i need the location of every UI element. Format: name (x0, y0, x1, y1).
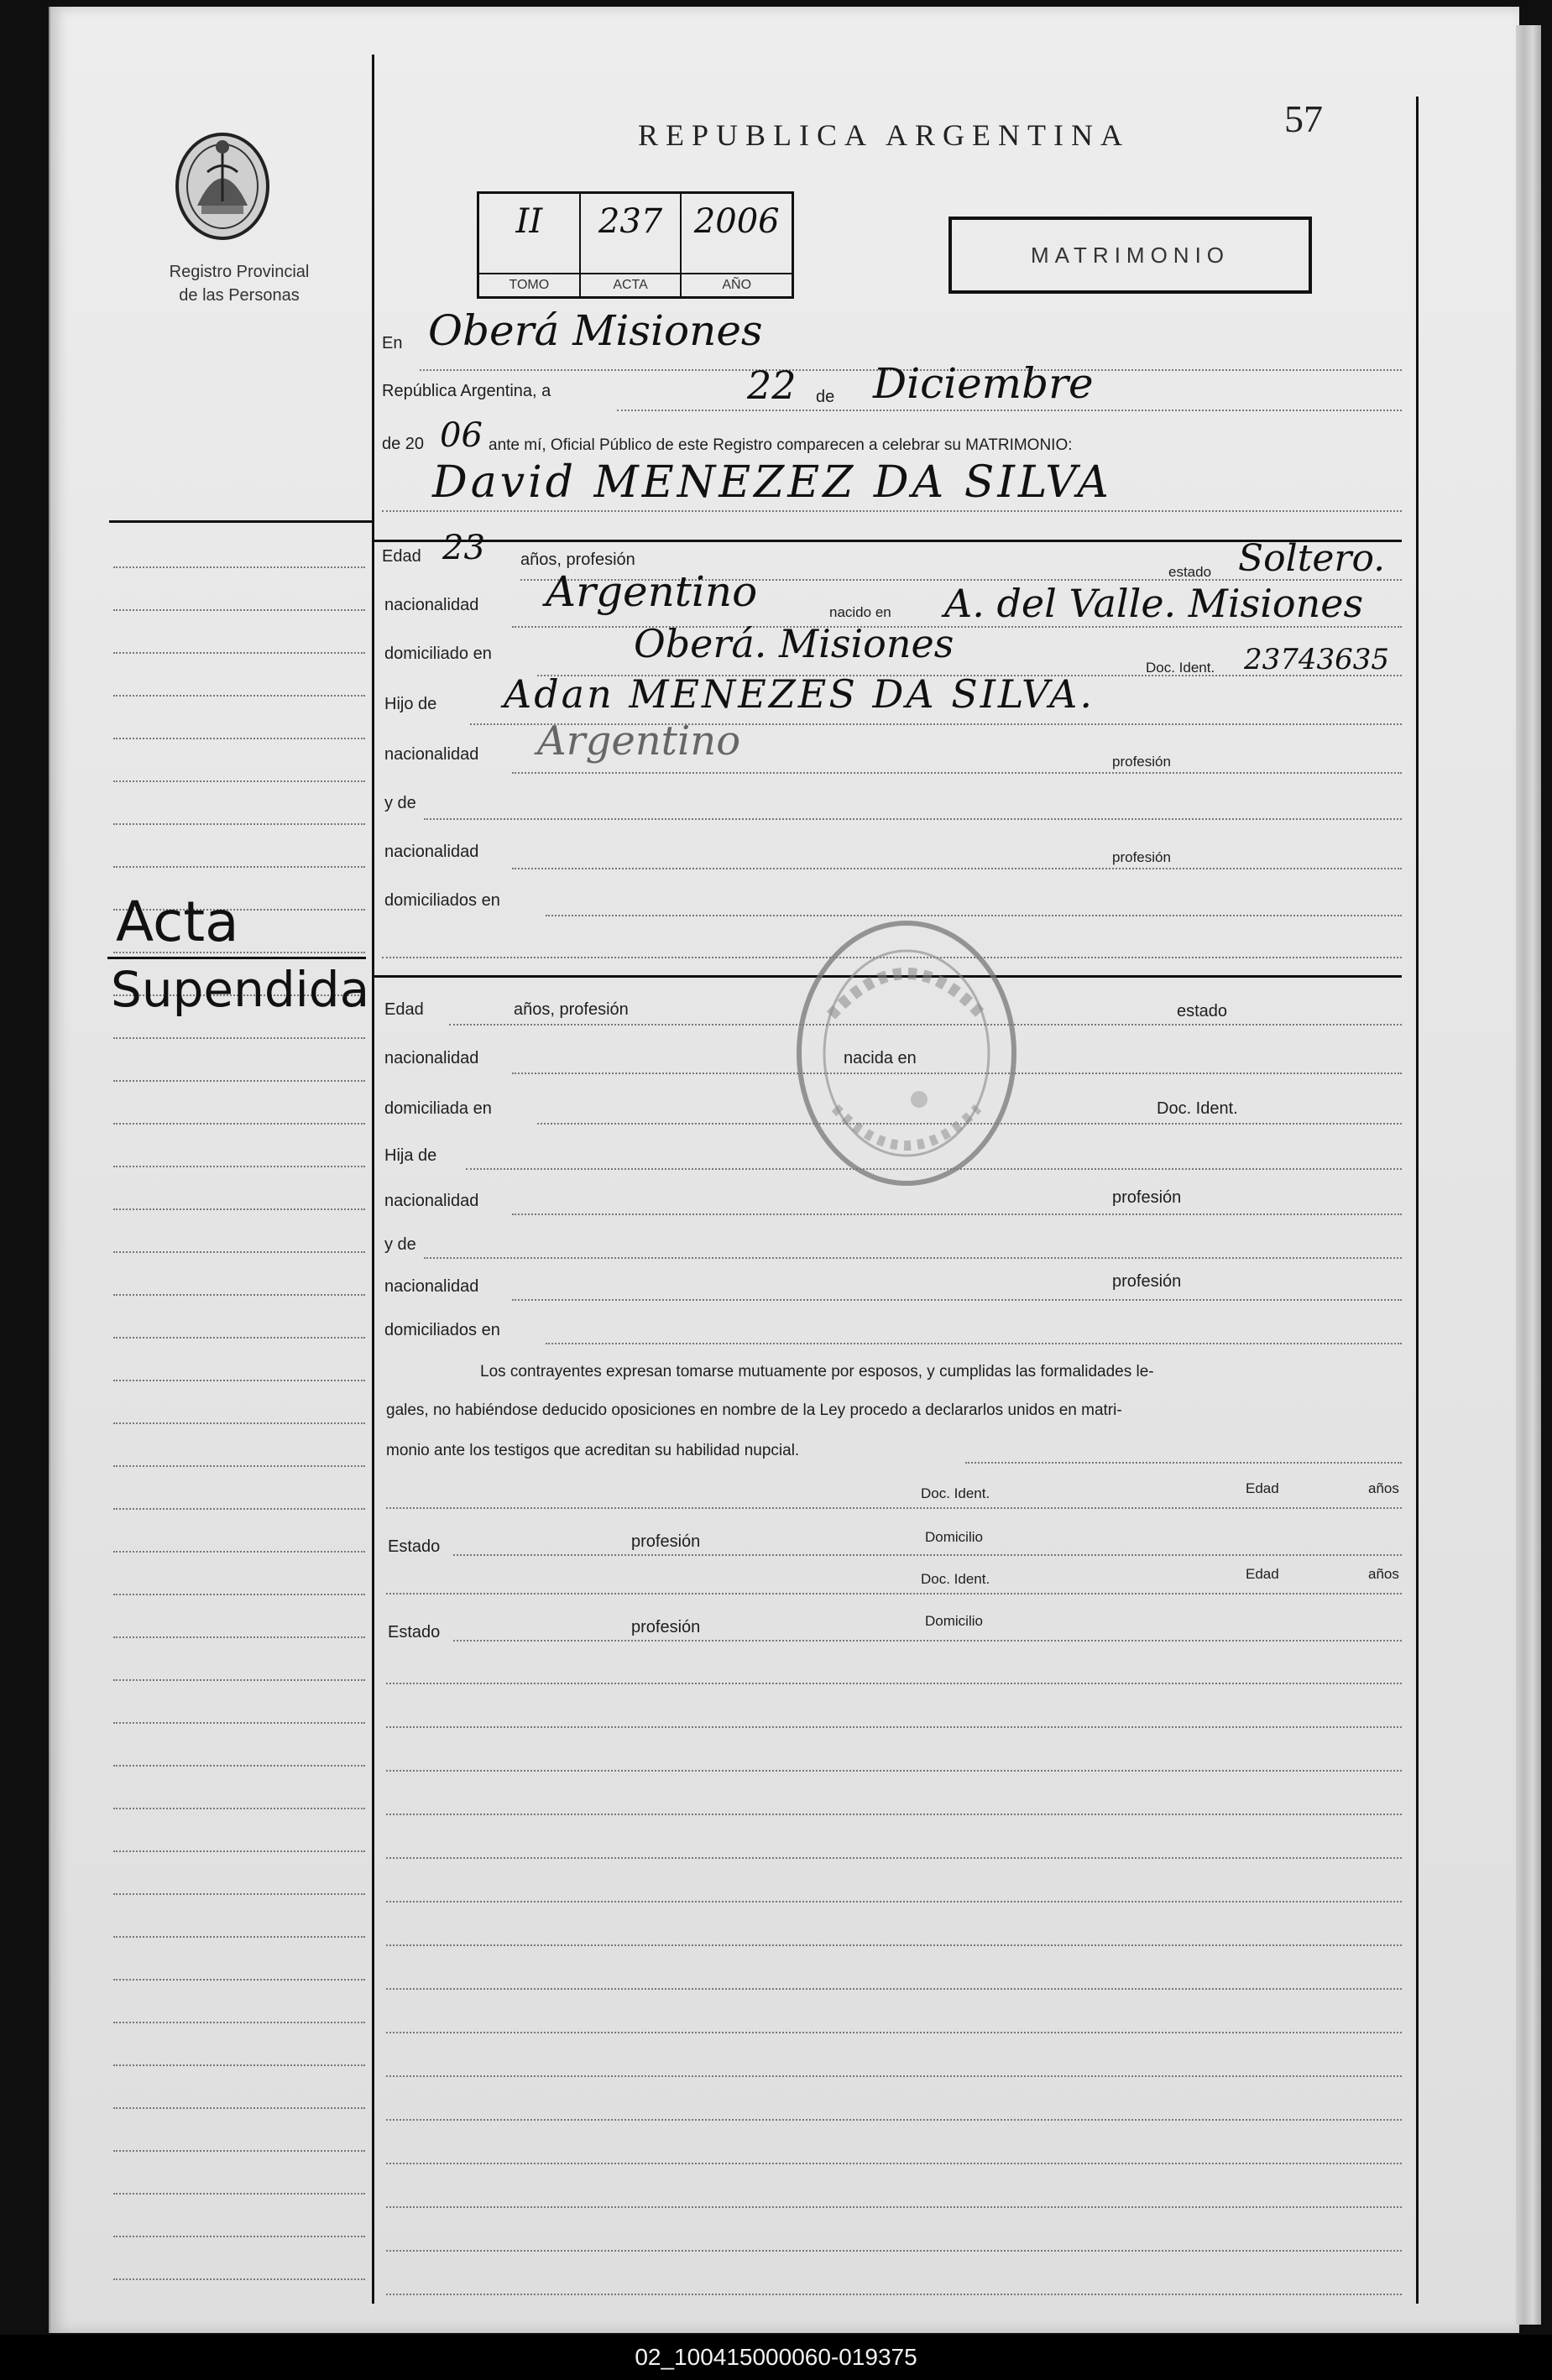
margin-ruled-line (113, 1765, 365, 1767)
margin-ruled-line (113, 2150, 365, 2152)
margin-ruled-line (113, 2278, 365, 2280)
body-ruled-line (386, 1901, 1402, 1902)
page-number: 57 (1284, 97, 1323, 140)
margin-ruled-line (113, 2064, 365, 2066)
anios-profesion-label: años, profesión (520, 551, 635, 569)
nacionalidad3-line (512, 868, 1402, 869)
estado2-label: estado (1177, 1002, 1228, 1020)
y-de-label: y de (384, 794, 416, 812)
margin-ruled-line (113, 1679, 365, 1681)
y-de-line (424, 818, 1402, 820)
nacionalidad-f-line (512, 1073, 1402, 1074)
nacionalidad-f2-line (512, 1213, 1402, 1215)
year-prefix: de 20 (382, 435, 425, 453)
testigo2-line-b (453, 1640, 1402, 1641)
date-line (617, 410, 1402, 411)
place-handwritten: Oberá Misiones (428, 306, 763, 355)
name-line (382, 510, 1402, 512)
tomo-acta-box (477, 191, 794, 299)
document-page (49, 7, 1519, 2333)
y-de2-label: y de (384, 1235, 416, 1254)
body-ruled-line (386, 2294, 1402, 2295)
margin-ruled-line (113, 780, 365, 782)
margin-ruled-line (113, 1166, 365, 1167)
edad2-line (449, 1024, 1402, 1026)
margin-divider (372, 55, 374, 2304)
profesion-label: profesión (1112, 754, 1171, 770)
tomo-label: TOMO (479, 273, 579, 296)
margin-ruled-line (113, 1422, 365, 1424)
closing-line-fill (965, 1462, 1402, 1464)
nacionalidad2-label: nacionalidad (384, 745, 479, 764)
testigo1-domicilio-label: Domicilio (925, 1529, 983, 1545)
republica-label: República Argentina, a (382, 382, 551, 400)
margin-ruled-line (113, 738, 365, 739)
contrayente-name: David MENEZEZ DA SILVA (432, 457, 1112, 508)
margin-ruled-line (113, 1722, 365, 1724)
body-ruled-line (386, 2119, 1402, 2121)
acta-label: ACTA (581, 273, 681, 296)
margin-ruled-line (113, 1508, 365, 1510)
profesion-f2-label: profesión (1112, 1272, 1182, 1291)
profesion-f-label: profesión (1112, 1188, 1182, 1207)
margin-ruled-line (113, 823, 365, 825)
month-handwritten: Diciembre (873, 359, 1094, 408)
profesion2-label: profesión (1112, 849, 1171, 865)
body-ruled-line (386, 1857, 1402, 1859)
body-ruled-line (386, 1683, 1402, 1684)
edad2-label: Edad (384, 1000, 424, 1019)
estado-handwritten: Soltero. (1238, 537, 1386, 580)
body-ruled-line (386, 1988, 1402, 1990)
margin-ruled-line (113, 695, 365, 697)
nacionalidad-f2-label: nacionalidad (384, 1192, 479, 1210)
domiciliados2-line (546, 1343, 1402, 1344)
margin-ruled-line (113, 1208, 365, 1210)
testigo1-line-a (386, 1507, 1402, 1509)
margin-ruled-line (113, 1465, 365, 1467)
testigo2-domicilio-label: Domicilio (925, 1613, 983, 1629)
margin-ruled-line (113, 2022, 365, 2023)
document-title: REPUBLICA ARGENTINA (638, 118, 1131, 152)
body-ruled-line (386, 2250, 1402, 2252)
acta-cell (581, 194, 682, 296)
record-type-box: MATRIMONIO (948, 217, 1312, 294)
body-ruled-line (386, 2032, 1402, 2033)
anio-value: 2006 (693, 202, 780, 241)
image-id-caption: 02_100415000060-019375 (0, 2335, 1552, 2380)
margin-ruled-line (113, 1850, 365, 1852)
margin-ruled-line (113, 2193, 365, 2195)
body-ruled-line (386, 1770, 1402, 1772)
doc-handwritten: 23743635 (1244, 643, 1390, 676)
domicilio-handwritten: Oberá. Misiones (634, 621, 954, 666)
y-de2-line (424, 1257, 1402, 1259)
hija-line (466, 1168, 1402, 1170)
day-handwritten: 22 (747, 363, 797, 408)
book-page-edges (1516, 25, 1541, 2325)
margin-ruled-line (113, 1808, 365, 1809)
anio-cell (682, 194, 792, 296)
margin-ruled-line (113, 1123, 365, 1125)
hijo-label: Hijo de (384, 695, 437, 713)
nacido-en-handwritten: A. del Valle. Misiones (944, 581, 1364, 626)
margin-ruled-line (113, 1380, 365, 1381)
testigo1-doc-label: Doc. Ident. (921, 1485, 990, 1501)
doc-label: Doc. Ident. (1146, 660, 1215, 676)
closing-line-2: gales, no habiéndose deducido oposiciones en nombre de la Ley procedo a declararlos unidos en matri- (386, 1401, 1122, 1419)
year-handwritten: 06 (440, 416, 483, 455)
margin-ruled-line (113, 609, 365, 611)
section-rule-1 (109, 520, 374, 523)
testigo1-estado-label: Estado (388, 1537, 441, 1556)
testigo1-profesion-label: profesión (631, 1532, 701, 1551)
margin-ruled-line (113, 1979, 365, 1981)
nacionalidad-f-label: nacionalidad (384, 1049, 479, 1067)
testigo1-edad-label: Edad (1246, 1480, 1279, 1496)
testigo2-estado-label: Estado (388, 1623, 441, 1641)
body-ruled-line (386, 1814, 1402, 1815)
acta-value: 237 (598, 202, 663, 241)
margin-ruled-line (113, 1893, 365, 1895)
doc2-label: Doc. Ident. (1157, 1099, 1238, 1118)
edad-label: Edad (382, 547, 421, 566)
domiciliado-label: domiciliado en (384, 645, 492, 663)
tomo-value: II (515, 202, 543, 241)
body-ruled-line (386, 2206, 1402, 2208)
body-ruled-line (386, 2163, 1402, 2164)
domiciliada-line (537, 1123, 1402, 1125)
testigo1-anios-label: años (1368, 1480, 1399, 1496)
margin-ruled-line (113, 1594, 365, 1595)
testigo1-line-b (453, 1554, 1402, 1556)
testigo2-edad-label: Edad (1246, 1566, 1279, 1582)
body-ruled-line (386, 1726, 1402, 1728)
margin-ruled-line (113, 1037, 365, 1039)
margin-note-suspendida: Supendida (111, 961, 370, 1018)
nacionalidad-label: nacionalidad (384, 596, 479, 614)
padre-nacionalidad-handwritten: Argentino (537, 718, 741, 765)
body-ruled-line (386, 1944, 1402, 1946)
anios-profesion2-label: años, profesión (514, 1000, 629, 1019)
nacionalidad2-line (512, 772, 1402, 774)
margin-ruled-line (113, 1294, 365, 1296)
padre-handwritten: Adan MENEZES DA SILVA. (504, 671, 1095, 717)
margin-ruled-line (113, 652, 365, 654)
closing-line-3: monio ante los testigos que acreditan su habilidad nupcial. (386, 1442, 800, 1459)
margin-note-underline (107, 957, 366, 959)
oficial-text: ante mí, Oficial Público de este Registro comparecen a celebrar su MATRIMONIO: (489, 436, 1073, 454)
nacionalidad3-label: nacionalidad (384, 843, 479, 861)
anio-label: AÑO (682, 273, 792, 296)
margin-note-acta: Acta (116, 890, 239, 954)
nacido-en-label: nacido en (829, 604, 891, 620)
registry-name: Registro Provincial de las Personas (169, 263, 310, 305)
nacionalidad-f3-line (512, 1299, 1402, 1301)
province-seal-logo (172, 126, 273, 248)
right-border (1416, 97, 1419, 2304)
margin-ruled-line (113, 2236, 365, 2237)
margin-ruled-line (113, 1251, 365, 1253)
margin-ruled-line (113, 1551, 365, 1553)
testigo2-doc-label: Doc. Ident. (921, 1571, 990, 1587)
margin-ruled-line (113, 1636, 365, 1638)
nacionalidad-f3-label: nacionalidad (384, 1277, 479, 1296)
closing-line-1: Los contrayentes expresan tomarse mutuamente por esposos, y cumplidas las formalidades le- (480, 1363, 1154, 1381)
testigo2-line-a (386, 1593, 1402, 1594)
margin-ruled-line (113, 2107, 365, 2109)
en-label: En (382, 334, 403, 352)
margin-ruled-line (113, 1337, 365, 1339)
estado-label: estado (1168, 564, 1212, 580)
body-ruled-line (386, 2075, 1402, 2077)
tomo-cell (479, 194, 581, 296)
edad-handwritten: 23 (442, 529, 485, 567)
testigo2-profesion-label: profesión (631, 1618, 701, 1636)
hija-label: Hija de (384, 1146, 437, 1165)
testigo2-anios-label: años (1368, 1566, 1399, 1582)
margin-ruled-line (113, 866, 365, 868)
domiciliados2-label: domiciliados en (384, 1321, 500, 1339)
margin-ruled-line (113, 1080, 365, 1082)
margin-ruled-line (113, 566, 365, 568)
de-label: de (816, 388, 835, 406)
nacida-en-label: nacida en (844, 1049, 917, 1067)
nacionalidad-handwritten: Argentino (546, 567, 758, 616)
domiciliada-label: domiciliada en (384, 1099, 492, 1118)
domiciliados-label: domiciliados en (384, 891, 500, 910)
margin-ruled-line (113, 1936, 365, 1938)
